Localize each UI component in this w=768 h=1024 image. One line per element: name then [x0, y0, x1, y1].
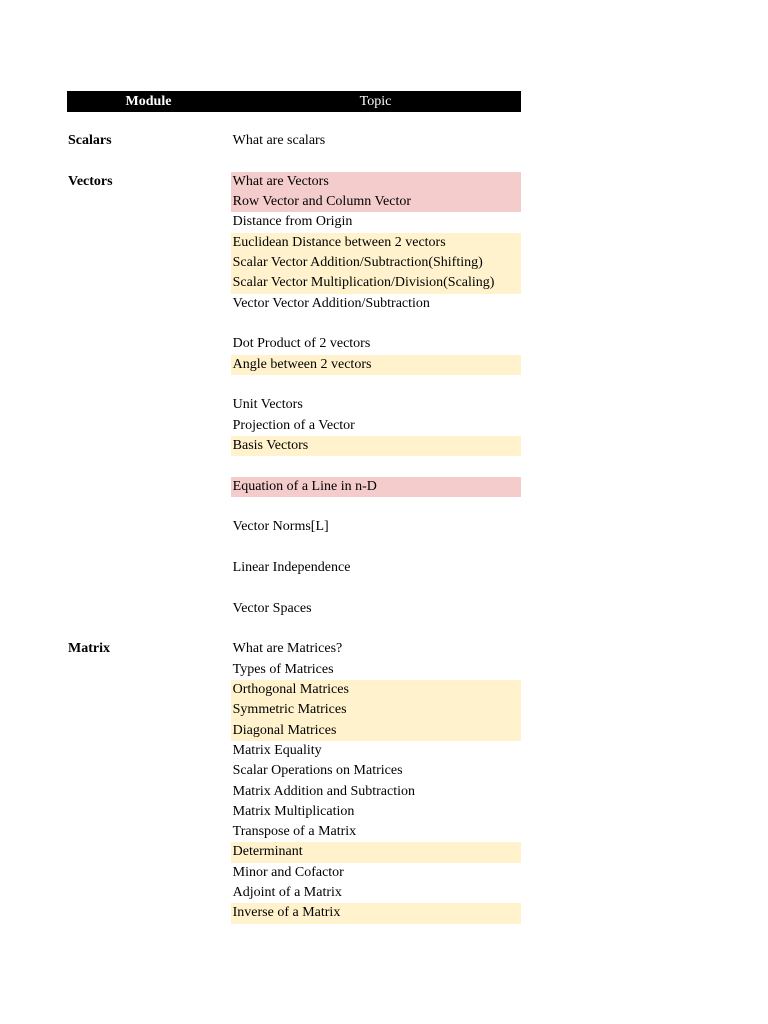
table-row	[67, 477, 521, 497]
table-row	[67, 700, 521, 720]
module-cell	[67, 416, 231, 436]
table-row	[67, 639, 521, 659]
topic-cell: Vector Spaces	[232, 600, 312, 616]
topic-cell: Equation of a Line in n-D	[231, 477, 521, 497]
module-cell	[67, 314, 231, 334]
module-cell	[67, 721, 231, 741]
topic-cell: What are Vectors	[231, 172, 521, 192]
topic-cell	[231, 456, 521, 476]
module-cell: Matrix	[68, 641, 110, 657]
module-cell	[67, 822, 231, 842]
table-row	[67, 517, 521, 537]
module-cell	[67, 334, 231, 354]
topic-cell: Projection of a Vector	[232, 417, 355, 433]
module-cell	[67, 294, 231, 314]
table-row	[67, 395, 521, 415]
module-cell	[67, 395, 231, 415]
table-row	[67, 538, 521, 558]
module-cell	[67, 192, 231, 212]
module-cell	[67, 903, 231, 923]
module-cell	[67, 741, 231, 761]
topic-cell: Matrix Addition and Subtraction	[232, 783, 416, 799]
module-cell	[67, 599, 231, 619]
topic-cell: Adjoint of a Matrix	[232, 885, 342, 901]
topic-cell: Scalar Vector Multiplication/Division(Scaling)	[231, 273, 521, 293]
topic-cell: Diagonal Matrices	[231, 721, 521, 741]
topic-cell: Minor and Cofactor	[232, 864, 344, 880]
table-row	[67, 578, 521, 598]
topic-cell	[231, 497, 521, 517]
module-cell	[67, 477, 231, 497]
module-cell	[67, 497, 231, 517]
table-row	[67, 883, 521, 903]
header-topic: Topic	[359, 94, 392, 109]
table-row	[67, 355, 521, 375]
table-row	[67, 334, 521, 354]
module-cell	[67, 233, 231, 253]
module-cell	[67, 619, 231, 639]
module-cell	[67, 212, 231, 232]
table-row	[67, 172, 521, 192]
module-cell	[67, 863, 231, 883]
table-row	[67, 842, 521, 862]
module-cell: Scalars	[68, 133, 112, 148]
topic-cell	[231, 538, 521, 558]
module-cell	[67, 517, 231, 537]
topic-cell: Matrix Multiplication	[232, 803, 355, 819]
table-row	[67, 253, 521, 273]
module-cell	[67, 578, 231, 598]
table-header	[67, 91, 521, 112]
module-cell	[67, 802, 231, 822]
topic-cell: Matrix Equality	[232, 742, 322, 758]
table-row	[67, 497, 521, 517]
table-row	[67, 660, 521, 680]
table-row	[67, 782, 521, 802]
topic-cell: Vector Norms[L]	[232, 519, 329, 535]
topic-cell: Unit Vectors	[232, 397, 303, 413]
table-row	[67, 903, 521, 923]
table-row	[67, 680, 521, 700]
topic-cell	[231, 151, 521, 171]
topic-cell: Basis Vectors	[231, 436, 521, 456]
table-row	[67, 314, 521, 334]
topic-cell: Scalar Vector Addition/Subtraction(Shifting)	[231, 253, 521, 273]
module-cell	[67, 761, 231, 781]
topic-cell: Types of Matrices	[232, 661, 334, 677]
table-row	[67, 436, 521, 456]
module-cell	[67, 558, 231, 578]
module-cell	[67, 700, 231, 720]
topic-cell	[231, 578, 521, 598]
module-cell	[67, 151, 231, 171]
topic-cell	[231, 314, 521, 334]
table-row	[67, 863, 521, 883]
module-cell	[67, 436, 231, 456]
table-row	[67, 131, 521, 151]
module-cell	[67, 883, 231, 903]
table-row	[67, 375, 521, 395]
topics-table	[67, 91, 521, 924]
topic-cell	[231, 619, 521, 639]
topic-cell: What are Matrices?	[232, 641, 343, 657]
topic-cell: Distance from Origin	[232, 214, 353, 230]
module-cell	[67, 355, 231, 375]
table-row	[67, 273, 521, 293]
module-cell	[67, 538, 231, 558]
topic-cell	[231, 375, 521, 395]
topic-cell: Symmetric Matrices	[231, 700, 521, 720]
table-row	[67, 741, 521, 761]
module-cell	[67, 782, 231, 802]
table-row	[67, 294, 521, 314]
module-cell: Vectors	[68, 173, 113, 189]
topic-cell: Euclidean Distance between 2 vectors	[231, 233, 521, 253]
module-cell	[67, 273, 231, 293]
module-cell	[67, 680, 231, 700]
table-row	[67, 802, 521, 822]
table-body	[67, 131, 521, 924]
topic-cell: Inverse of a Matrix	[231, 903, 521, 923]
topic-cell: Orthogonal Matrices	[231, 680, 521, 700]
table-row	[67, 233, 521, 253]
module-cell	[67, 456, 231, 476]
table-row	[67, 416, 521, 436]
table-row	[67, 822, 521, 842]
table-row	[67, 192, 521, 212]
module-cell	[67, 842, 231, 862]
table-row	[67, 721, 521, 741]
table-row	[67, 151, 521, 171]
module-cell	[67, 375, 231, 395]
topic-cell: Dot Product of 2 vectors	[232, 336, 371, 352]
topic-cell: Transpose of a Matrix	[232, 824, 357, 840]
topic-cell: Scalar Operations on Matrices	[232, 763, 403, 779]
table-row	[67, 761, 521, 781]
topic-cell: Determinant	[231, 842, 521, 862]
table-row	[67, 619, 521, 639]
table-row	[67, 599, 521, 619]
module-cell	[67, 253, 231, 273]
topic-cell: Vector Vector Addition/Subtraction	[232, 295, 430, 311]
topic-cell: Linear Independence	[232, 559, 351, 575]
topic-cell: What are scalars	[232, 133, 326, 148]
topic-cell: Row Vector and Column Vector	[231, 192, 521, 212]
topic-cell: Angle between 2 vectors	[231, 355, 521, 375]
module-cell	[67, 660, 231, 680]
table-row	[67, 212, 521, 232]
header-module: Module	[125, 94, 172, 109]
table-row	[67, 558, 521, 578]
table-row	[67, 456, 521, 476]
